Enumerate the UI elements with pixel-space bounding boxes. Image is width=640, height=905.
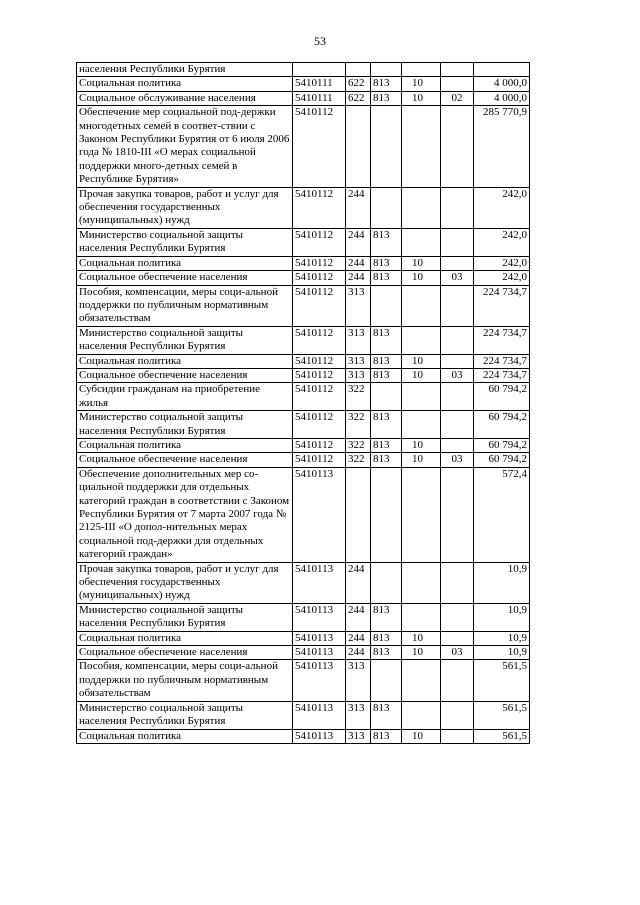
amount-cell: 242,0: [474, 256, 530, 270]
expense-type-cell: 244: [346, 562, 371, 603]
item-name-cell: Социальная политика: [77, 729, 293, 743]
ministry-code-cell: 813: [371, 271, 402, 285]
subsection-cell: [441, 256, 474, 270]
item-name-cell: Министерство социальной защиты населения Республики Бурятия: [77, 326, 293, 354]
expense-type-cell: 322: [346, 453, 371, 467]
item-name-cell: Прочая закупка товаров, работ и услуг для обеспечения государственных (муниципальных) нужд: [77, 187, 293, 228]
ministry-code-cell: 813: [371, 411, 402, 439]
item-name-cell: Обеспечение мер социальной под-держки многодетных семей в соответ-ствии с Законом Республики Бурятия от 6 июля 2006 года № 1810-III «О мерах социальной поддержки много-детных семей в Республике Бурятия»: [77, 106, 293, 187]
expense-type-cell: 244: [346, 228, 371, 256]
item-name-cell: Социальная политика: [77, 631, 293, 645]
ministry-code-cell: 813: [371, 256, 402, 270]
target-article-cell: [293, 63, 346, 77]
section-cell: [402, 326, 441, 354]
target-article-cell: 5410113: [293, 467, 346, 562]
table-row: [77, 77, 530, 91]
target-article-cell: 5410113: [293, 701, 346, 729]
expense-type-cell: 313: [346, 326, 371, 354]
expense-type-cell: 244: [346, 603, 371, 631]
target-article-cell: 5410112: [293, 228, 346, 256]
item-name-cell: Социальное обеспечение населения: [77, 453, 293, 467]
subsection-cell: [441, 411, 474, 439]
amount-cell: 60 794,2: [474, 383, 530, 411]
expense-type-cell: 244: [346, 256, 371, 270]
item-name-cell: Министерство социальной защиты населения Республики Бурятия: [77, 411, 293, 439]
table-row: [77, 106, 530, 187]
table-row: [77, 660, 530, 701]
item-name-cell: Социальная политика: [77, 256, 293, 270]
subsection-cell: [441, 187, 474, 228]
amount-cell: 4 000,0: [474, 77, 530, 91]
expense-type-cell: 313: [346, 729, 371, 743]
subsection-cell: 02: [441, 91, 474, 105]
ministry-code-cell: [371, 106, 402, 187]
expense-type-cell: 244: [346, 187, 371, 228]
target-article-cell: 5410113: [293, 646, 346, 660]
subsection-cell: [441, 438, 474, 452]
amount-cell: 242,0: [474, 271, 530, 285]
table-row: [77, 646, 530, 660]
subsection-cell: 03: [441, 646, 474, 660]
target-article-cell: 5410112: [293, 411, 346, 439]
table-row: [77, 326, 530, 354]
expense-type-cell: [346, 106, 371, 187]
section-cell: [402, 603, 441, 631]
item-name-cell: Пособия, компенсации, меры соци-альной поддержки по публичным нормативным обязательствам: [77, 660, 293, 701]
target-article-cell: 5410112: [293, 354, 346, 368]
item-name-cell: Социальное обеспечение населения: [77, 646, 293, 660]
target-article-cell: 5410113: [293, 729, 346, 743]
amount-cell: 561,5: [474, 729, 530, 743]
item-name-cell: Министерство социальной защиты населения Республики Бурятия: [77, 603, 293, 631]
subsection-cell: 03: [441, 368, 474, 382]
item-name-cell: Министерство социальной защиты населения Республики Бурятия: [77, 228, 293, 256]
section-cell: 10: [402, 631, 441, 645]
expense-type-cell: 313: [346, 701, 371, 729]
target-article-cell: 5410113: [293, 631, 346, 645]
ministry-code-cell: [371, 285, 402, 326]
amount-cell: 572,4: [474, 467, 530, 562]
amount-cell: 10,9: [474, 562, 530, 603]
ministry-code-cell: 813: [371, 646, 402, 660]
amount-cell: 4 000,0: [474, 91, 530, 105]
item-name-cell: Субсидии гражданам на приобретение жилья: [77, 383, 293, 411]
amount-cell: 561,5: [474, 660, 530, 701]
expense-type-cell: 622: [346, 77, 371, 91]
subsection-cell: [441, 285, 474, 326]
amount-cell: 60 794,2: [474, 411, 530, 439]
ministry-code-cell: 813: [371, 368, 402, 382]
section-cell: 10: [402, 91, 441, 105]
section-cell: 10: [402, 77, 441, 91]
table-row: [77, 729, 530, 743]
target-article-cell: 5410112: [293, 285, 346, 326]
target-article-cell: 5410113: [293, 562, 346, 603]
ministry-code-cell: 813: [371, 701, 402, 729]
table-row: [77, 368, 530, 382]
ministry-code-cell: 813: [371, 77, 402, 91]
item-name-cell: Социальное обеспечение населения: [77, 271, 293, 285]
amount-cell: 242,0: [474, 228, 530, 256]
target-article-cell: 5410112: [293, 326, 346, 354]
target-article-cell: 5410111: [293, 91, 346, 105]
item-name-cell: Социальная политика: [77, 438, 293, 452]
subsection-cell: [441, 603, 474, 631]
item-name-cell: Социальное обеспечение населения: [77, 368, 293, 382]
ministry-code-cell: 813: [371, 631, 402, 645]
item-name-cell: Пособия, компенсации, меры соци-альной поддержки по публичным нормативным обязательствам: [77, 285, 293, 326]
table-row: [77, 453, 530, 467]
subsection-cell: 03: [441, 271, 474, 285]
target-article-cell: 5410112: [293, 383, 346, 411]
ministry-code-cell: 813: [371, 228, 402, 256]
table-row: [77, 285, 530, 326]
section-cell: [402, 411, 441, 439]
target-article-cell: 5410112: [293, 438, 346, 452]
expense-type-cell: 244: [346, 646, 371, 660]
expense-type-cell: 313: [346, 285, 371, 326]
table-row: [77, 271, 530, 285]
amount-cell: 60 794,2: [474, 453, 530, 467]
item-name-cell: Социальное обслуживание населения: [77, 91, 293, 105]
ministry-code-cell: 813: [371, 91, 402, 105]
section-cell: 10: [402, 453, 441, 467]
ministry-code-cell: 813: [371, 354, 402, 368]
amount-cell: 285 770,9: [474, 106, 530, 187]
table-row: [77, 631, 530, 645]
table-row: [77, 603, 530, 631]
amount-cell: 224 734,7: [474, 285, 530, 326]
table-row: [77, 411, 530, 439]
expense-type-cell: [346, 467, 371, 562]
target-article-cell: 5410112: [293, 187, 346, 228]
ministry-code-cell: 813: [371, 729, 402, 743]
table-row: [77, 562, 530, 603]
subsection-cell: [441, 701, 474, 729]
subsection-cell: [441, 77, 474, 91]
section-cell: [402, 660, 441, 701]
amount-cell: 10,9: [474, 603, 530, 631]
expense-type-cell: 313: [346, 368, 371, 382]
table-row: [77, 187, 530, 228]
section-cell: 10: [402, 271, 441, 285]
subsection-cell: [441, 660, 474, 701]
subsection-cell: [441, 467, 474, 562]
subsection-cell: [441, 631, 474, 645]
ministry-code-cell: [371, 562, 402, 603]
section-cell: 10: [402, 646, 441, 660]
target-article-cell: 5410112: [293, 106, 346, 187]
subsection-cell: [441, 228, 474, 256]
page-number: 53: [314, 34, 326, 48]
section-cell: [402, 63, 441, 77]
section-cell: [402, 228, 441, 256]
section-cell: 10: [402, 729, 441, 743]
ministry-code-cell: 813: [371, 603, 402, 631]
amount-cell: [474, 63, 530, 77]
ministry-code-cell: 813: [371, 453, 402, 467]
ministry-code-cell: [371, 187, 402, 228]
ministry-code-cell: [371, 467, 402, 562]
subsection-cell: [441, 729, 474, 743]
table-row: [77, 228, 530, 256]
expense-type-cell: [346, 63, 371, 77]
expense-type-cell: 244: [346, 631, 371, 645]
target-article-cell: 5410112: [293, 453, 346, 467]
target-article-cell: 5410112: [293, 271, 346, 285]
item-name-cell: Министерство социальной защиты населения Республики Бурятия: [77, 701, 293, 729]
table-row: [77, 91, 530, 105]
section-cell: [402, 562, 441, 603]
expense-type-cell: 322: [346, 438, 371, 452]
expense-type-cell: 322: [346, 411, 371, 439]
subsection-cell: [441, 354, 474, 368]
amount-cell: 10,9: [474, 631, 530, 645]
expense-type-cell: 244: [346, 271, 371, 285]
amount-cell: 224 734,7: [474, 326, 530, 354]
expense-type-cell: 622: [346, 91, 371, 105]
section-cell: 10: [402, 354, 441, 368]
amount-cell: 224 734,7: [474, 368, 530, 382]
budget-table: [76, 62, 530, 744]
table-row: [77, 438, 530, 452]
table-row: [77, 467, 530, 562]
table-row: [77, 701, 530, 729]
subsection-cell: [441, 326, 474, 354]
item-name-cell: Социальная политика: [77, 77, 293, 91]
amount-cell: 10,9: [474, 646, 530, 660]
amount-cell: 60 794,2: [474, 438, 530, 452]
target-article-cell: 5410112: [293, 256, 346, 270]
expense-type-cell: 313: [346, 354, 371, 368]
table-row: [77, 63, 530, 77]
subsection-cell: [441, 63, 474, 77]
target-article-cell: 5410111: [293, 77, 346, 91]
table-row: [77, 354, 530, 368]
ministry-code-cell: 813: [371, 438, 402, 452]
target-article-cell: 5410113: [293, 603, 346, 631]
ministry-code-cell: [371, 660, 402, 701]
section-cell: [402, 187, 441, 228]
amount-cell: 242,0: [474, 187, 530, 228]
ministry-code-cell: [371, 383, 402, 411]
item-name-cell: населения Республики Бурятия: [77, 63, 293, 77]
target-article-cell: 5410112: [293, 368, 346, 382]
expense-type-cell: 322: [346, 383, 371, 411]
item-name-cell: Социальная политика: [77, 354, 293, 368]
table-row: [77, 383, 530, 411]
subsection-cell: [441, 106, 474, 187]
table-row: [77, 256, 530, 270]
amount-cell: 224 734,7: [474, 354, 530, 368]
section-cell: 10: [402, 256, 441, 270]
subsection-cell: [441, 562, 474, 603]
section-cell: [402, 383, 441, 411]
budget-table-body: [77, 63, 530, 744]
ministry-code-cell: 813: [371, 326, 402, 354]
subsection-cell: [441, 383, 474, 411]
item-name-cell: Обеспечение дополнительных мер со-циальной поддержки для отдельных категорий граждан в соответствии с Законом Республики Бурятия от 7 марта 2007 года № 2125-III «О допол-нительных мерах социальной под-держки для отдельных категорий граждан»: [77, 467, 293, 562]
amount-cell: 561,5: [474, 701, 530, 729]
expense-type-cell: 313: [346, 660, 371, 701]
subsection-cell: 03: [441, 453, 474, 467]
section-cell: [402, 106, 441, 187]
target-article-cell: 5410113: [293, 660, 346, 701]
section-cell: [402, 285, 441, 326]
section-cell: [402, 701, 441, 729]
section-cell: 10: [402, 438, 441, 452]
section-cell: [402, 467, 441, 562]
item-name-cell: Прочая закупка товаров, работ и услуг для обеспечения государственных (муниципальных) нужд: [77, 562, 293, 603]
ministry-code-cell: [371, 63, 402, 77]
section-cell: 10: [402, 368, 441, 382]
